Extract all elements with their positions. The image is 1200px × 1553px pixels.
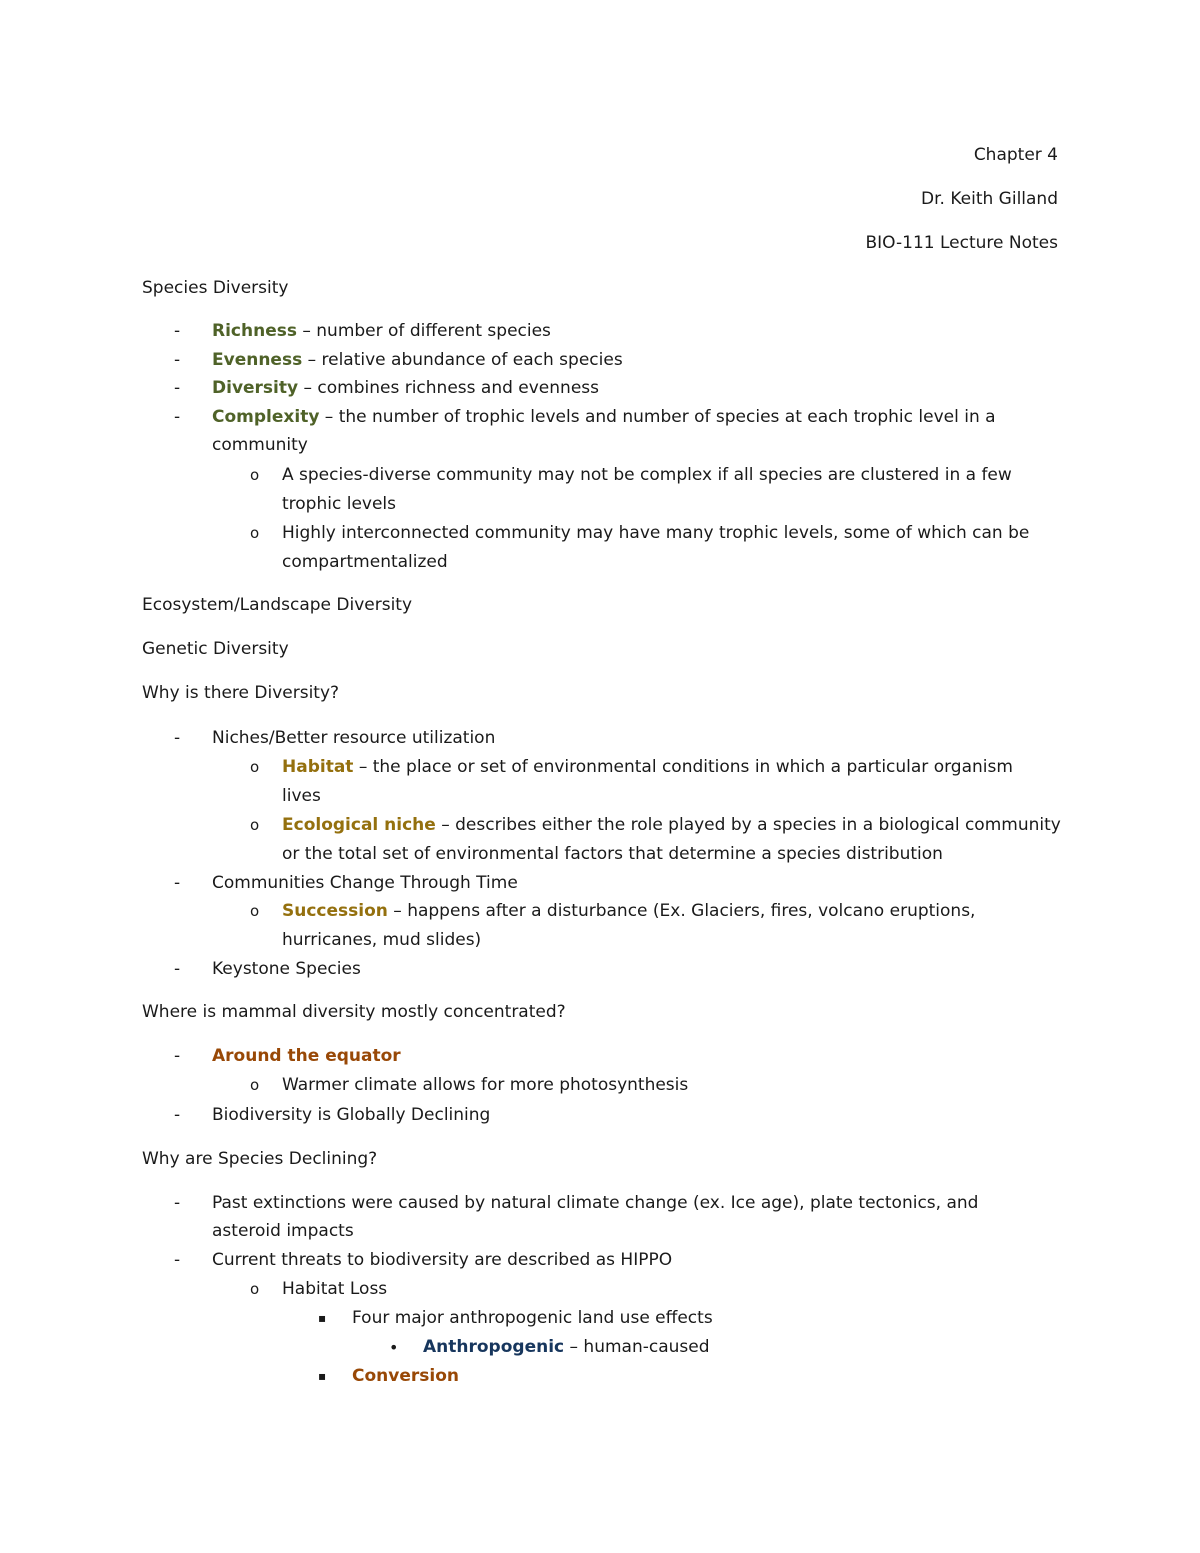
definition-anthropogenic: – human-caused xyxy=(564,1337,710,1357)
dash-bullet: - xyxy=(174,959,181,979)
sub-item-species-diverse-cont: trophic levels xyxy=(282,494,397,514)
sub-sub-item-four-major: Four major anthropogenic land use effects xyxy=(352,1308,713,1328)
circle-bullet: o xyxy=(250,524,260,542)
list-item-complexity xyxy=(212,403,996,432)
dash-bullet: - xyxy=(174,378,181,398)
circle-bullet: o xyxy=(250,1076,260,1094)
sub-item-succession xyxy=(282,897,975,926)
sub-item-ecological-niche xyxy=(282,811,1061,840)
chapter-title: Chapter 4 xyxy=(973,145,1058,165)
dash-bullet: - xyxy=(174,728,181,748)
term-evenness: Evenness xyxy=(212,350,303,370)
definition-ecological-niche: – describes either the role played by a species in a biological community xyxy=(435,815,1061,835)
list-item-communities: Communities Change Through Time xyxy=(212,873,518,893)
term-habitat: Habitat xyxy=(282,757,354,777)
sub-item-ecological-niche-cont: or the total set of environmental factors that determine a species distribution xyxy=(282,844,943,864)
sub-sub-item-conversion xyxy=(352,1362,459,1391)
sub-item-warmer-climate: Warmer climate allows for more photosynthesis xyxy=(282,1075,689,1095)
circle-bullet: o xyxy=(250,758,260,776)
list-item-past-extinctions: Past extinctions were caused by natural climate change (ex. Ice age), plate tectonics, and xyxy=(212,1193,979,1213)
term-succession: Succession xyxy=(282,901,388,921)
sub-item-succession-cont: hurricanes, mud slides) xyxy=(282,930,482,950)
square-bullet: ▪ xyxy=(318,1311,327,1325)
list-item-richness xyxy=(212,317,551,346)
dash-bullet: - xyxy=(174,1193,181,1213)
dot-bullet: • xyxy=(389,1338,399,1357)
dash-bullet: - xyxy=(174,873,181,893)
sub-sub-sub-item-anthropogenic xyxy=(423,1333,710,1362)
circle-bullet: o xyxy=(250,466,260,484)
list-item-current-threats: Current threats to biodiversity are described as HIPPO xyxy=(212,1250,673,1270)
term-richness: Richness xyxy=(212,321,297,341)
definition-evenness: – relative abundance of each species xyxy=(302,350,623,370)
sub-item-habitat-loss: Habitat Loss xyxy=(282,1279,388,1299)
dash-bullet: - xyxy=(174,407,181,427)
circle-bullet: o xyxy=(250,1280,260,1298)
dash-bullet: - xyxy=(174,1105,181,1125)
sub-item-habitat xyxy=(282,753,1013,782)
definition-habitat: – the place or set of environmental conditions in which a particular organism xyxy=(353,757,1013,777)
circle-bullet: o xyxy=(250,816,260,834)
definition-diversity: – combines richness and evenness xyxy=(298,378,599,398)
term-diversity: Diversity xyxy=(212,378,299,398)
definition-succession: – happens after a disturbance (Ex. Glaciers, fires, volcano eruptions, xyxy=(387,901,976,921)
definition-richness: – number of different species xyxy=(296,321,551,341)
sub-item-species-diverse: A species-diverse community may not be complex if all species are clustered in a few xyxy=(282,465,1012,485)
term-conversion: Conversion xyxy=(352,1366,459,1386)
dash-bullet: - xyxy=(174,350,181,370)
circle-bullet: o xyxy=(250,902,260,920)
list-item-past-extinctions-cont: asteroid impacts xyxy=(212,1221,354,1241)
course-title: BIO-111 Lecture Notes xyxy=(865,233,1058,253)
section-heading-ecosystem: Ecosystem/Landscape Diversity xyxy=(142,595,413,615)
term-complexity: Complexity xyxy=(212,407,320,427)
list-item-diversity xyxy=(212,374,599,403)
section-heading-why-declining: Why are Species Declining? xyxy=(142,1149,378,1169)
term-anthropogenic: Anthropogenic xyxy=(423,1337,565,1357)
list-item-declining: Biodiversity is Globally Declining xyxy=(212,1105,491,1125)
definition-complexity: – the number of trophic levels and number of species at each trophic level in a xyxy=(319,407,996,427)
list-item-niches: Niches/Better resource utilization xyxy=(212,728,496,748)
section-heading-genetic: Genetic Diversity xyxy=(142,639,289,659)
list-item-equator xyxy=(212,1042,401,1071)
list-item-keystone: Keystone Species xyxy=(212,959,361,979)
list-item-complexity-cont: community xyxy=(212,435,308,455)
sub-item-habitat-cont: lives xyxy=(282,786,321,806)
dash-bullet: - xyxy=(174,1046,181,1066)
section-heading-why-diversity: Why is there Diversity? xyxy=(142,683,340,703)
list-item-evenness xyxy=(212,346,623,375)
dash-bullet: - xyxy=(174,321,181,341)
section-heading-species-diversity: Species Diversity xyxy=(142,278,289,298)
dash-bullet: - xyxy=(174,1250,181,1270)
term-around-equator: Around the equator xyxy=(212,1046,401,1066)
sub-item-interconnected-cont: compartmentalized xyxy=(282,552,448,572)
instructor-name: Dr. Keith Gilland xyxy=(921,189,1058,209)
section-heading-mammal: Where is mammal diversity mostly concentrated? xyxy=(142,1002,566,1022)
sub-item-interconnected: Highly interconnected community may have many trophic levels, some of which can be xyxy=(282,523,1030,543)
term-ecological-niche: Ecological niche xyxy=(282,815,436,835)
square-bullet: ▪ xyxy=(318,1369,327,1383)
